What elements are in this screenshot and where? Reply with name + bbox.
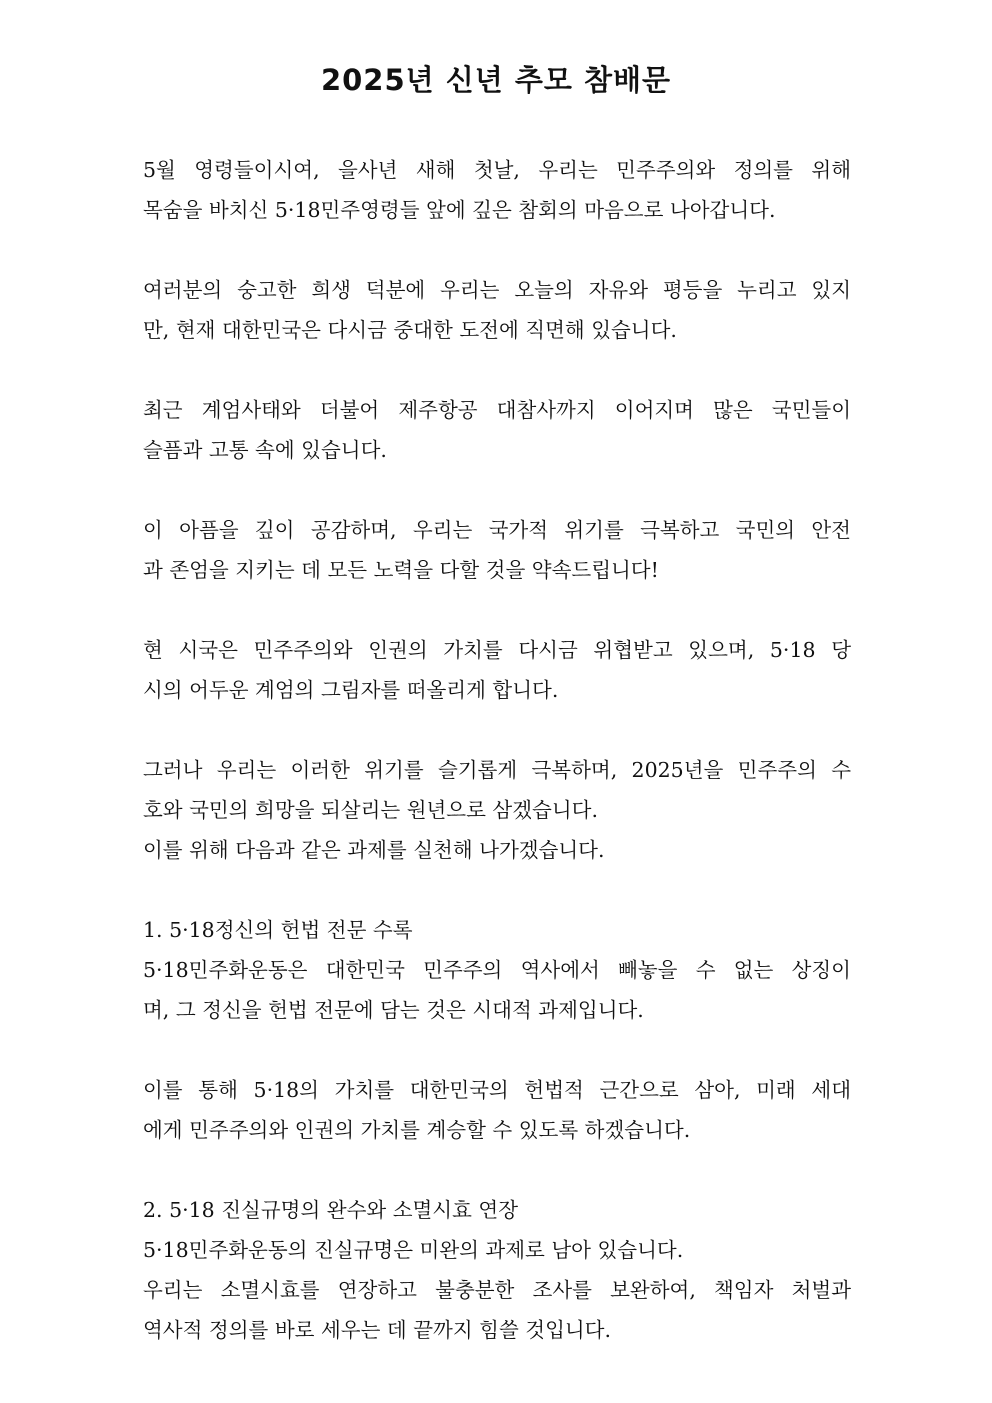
- text-line: 최근 계엄사태와 더불어 제주항공 대참사까지 이어지며 많은 국민들이: [143, 398, 851, 422]
- text-line: 과 존엄을 지키는 데 모든 노력을 다할 것을 약속드립니다!: [143, 558, 659, 582]
- section-heading: 1. 5·18정신의 헌법 전문 수록: [143, 918, 413, 942]
- text-line: 이를 통해 5·18의 가치를 대한민국의 헌법적 근간으로 삼아, 미래 세대: [143, 1078, 851, 1102]
- paragraph: [143, 630, 851, 710]
- text-line: 5월 영령들이시여, 을사년 새해 첫날, 우리는 민주주의와 정의를 위해: [143, 158, 851, 182]
- paragraph: [143, 1190, 851, 1350]
- text-line: 그러나 우리는 이러한 위기를 슬기롭게 극복하며, 2025년을 민주주의 수: [143, 758, 851, 782]
- paragraph: [143, 750, 851, 870]
- text-line: 이를 위해 다음과 같은 과제를 실천해 나가겠습니다.: [143, 838, 605, 862]
- text-line: 5·18민주화운동의 진실규명은 미완의 과제로 남아 있습니다.: [143, 1238, 684, 1262]
- text-line: 이 아픔을 깊이 공감하며, 우리는 국가적 위기를 극복하고 국민의 안전: [143, 518, 851, 542]
- paragraph: [143, 910, 851, 1030]
- text-line: 현 시국은 민주주의와 인권의 가치를 다시금 위협받고 있으며, 5·18 당: [143, 638, 851, 662]
- text-line: 여러분의 숭고한 희생 덕분에 우리는 오늘의 자유와 평등을 누리고 있지: [143, 278, 851, 302]
- text-line: 우리는 소멸시효를 연장하고 불충분한 조사를 보완하여, 책임자 처벌과: [143, 1278, 851, 1302]
- text-line: 목숨을 바치신 5·18민주영령들 앞에 깊은 참회의 마음으로 나아갑니다.: [143, 198, 776, 222]
- section-heading: 2. 5·18 진실규명의 완수와 소멸시효 연장: [143, 1198, 519, 1222]
- text-line: 역사적 정의를 바로 세우는 데 끝까지 힘쓸 것입니다.: [143, 1318, 611, 1342]
- paragraph: [143, 510, 851, 590]
- paragraph: [143, 390, 851, 470]
- paragraph: [143, 1070, 851, 1150]
- text-line: 5·18민주화운동은 대한민국 민주주의 역사에서 빼놓을 수 없는 상징이: [143, 958, 851, 982]
- paragraph: [143, 270, 851, 350]
- paragraph: [143, 150, 851, 230]
- text-line: 만, 현재 대한민국은 다시금 중대한 도전에 직면해 있습니다.: [143, 318, 677, 342]
- text-line: 시의 어두운 계엄의 그림자를 떠올리게 합니다.: [143, 678, 559, 702]
- text-line: 호와 국민의 희망을 되살리는 원년으로 삼겠습니다.: [143, 798, 598, 822]
- document-title: 2025년 신년 추모 참배문: [320, 63, 672, 97]
- text-line: 며, 그 정신을 헌법 전문에 담는 것은 시대적 과제입니다.: [143, 998, 644, 1022]
- text-line: 에게 민주주의와 인권의 가치를 계승할 수 있도록 하겠습니다.: [143, 1118, 691, 1142]
- document-body: [143, 150, 851, 1350]
- text-line: 슬픔과 고통 속에 있습니다.: [143, 438, 387, 462]
